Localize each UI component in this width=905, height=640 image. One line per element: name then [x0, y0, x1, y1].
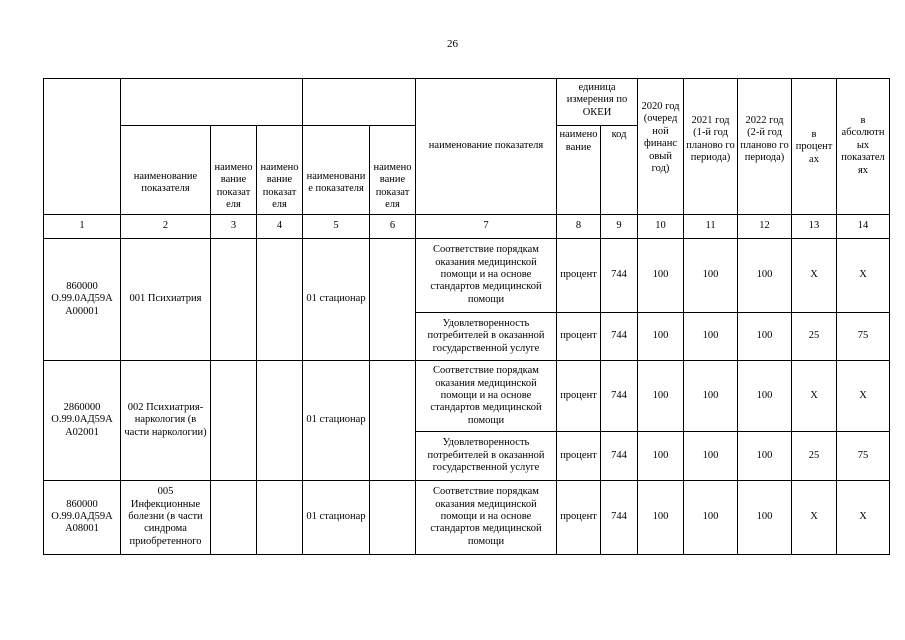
empty-cell	[211, 480, 257, 554]
column-number: 12	[738, 214, 792, 238]
value-2022: 100	[738, 361, 792, 432]
service-name: 002 Психиатрия-наркология (в части наркологии)	[121, 361, 211, 480]
okei-code: 744	[601, 361, 638, 432]
header-code-empty	[44, 79, 121, 215]
deviation-absolute: 75	[837, 432, 890, 480]
deviation-percent: X	[792, 238, 837, 312]
value-2021: 100	[684, 312, 738, 360]
header-col2: наименование показателя	[121, 126, 211, 214]
value-2022: 100	[738, 432, 792, 480]
empty-cell	[257, 480, 303, 554]
okei-code: 744	[601, 238, 638, 312]
value-2021: 100	[684, 480, 738, 554]
indicator-name: Соответствие порядкам оказания медицинской помощи и на основе стандартов медицинской помощи	[416, 480, 557, 554]
header-col4: наимено вание показат еля	[257, 126, 303, 214]
column-number: 5	[303, 214, 370, 238]
header-unit-group: единица измерения по ОКЕИ	[557, 79, 638, 126]
empty-cell	[370, 238, 416, 360]
header-col6: наимено вание показат еля	[370, 126, 416, 214]
empty-cell	[370, 480, 416, 554]
column-number: 9	[601, 214, 638, 238]
header-condition-group	[303, 79, 416, 126]
value-2022: 100	[738, 480, 792, 554]
column-number-row	[44, 214, 890, 238]
page-number: 26	[447, 38, 458, 50]
header-col5: наименовани е показателя	[303, 126, 370, 214]
condition-name: 01 стационар	[303, 480, 370, 554]
header-service-group	[121, 79, 303, 126]
unit-name: процент	[557, 432, 601, 480]
empty-cell	[370, 361, 416, 480]
value-2022: 100	[738, 312, 792, 360]
indicators-table	[43, 78, 890, 555]
column-number: 4	[257, 214, 303, 238]
deviation-absolute: X	[837, 480, 890, 554]
service-name: 005 Инфекционные болезни (в части синдрома приобретенного	[121, 480, 211, 554]
value-2022: 100	[738, 238, 792, 312]
empty-cell	[257, 238, 303, 360]
value-2020: 100	[638, 238, 684, 312]
empty-cell	[211, 238, 257, 360]
okei-code: 744	[601, 432, 638, 480]
header-percent: в процент ах	[792, 79, 837, 215]
header-unit-name: наимено вание	[557, 126, 601, 214]
column-number: 10	[638, 214, 684, 238]
deviation-absolute: X	[837, 238, 890, 312]
deviation-absolute: X	[837, 361, 890, 432]
indicator-name: Удовлетворенность потребителей в оказанной государственной услуге	[416, 432, 557, 480]
value-2021: 100	[684, 238, 738, 312]
value-2020: 100	[638, 432, 684, 480]
empty-cell	[257, 361, 303, 480]
unit-name: процент	[557, 312, 601, 360]
deviation-percent: 25	[792, 312, 837, 360]
header-unit-code: код	[601, 126, 638, 214]
header-absolute: в абсолютн ых показател ях	[837, 79, 890, 215]
header-indicator-name: наименование показателя	[416, 79, 557, 215]
empty-cell	[211, 361, 257, 480]
column-number: 2	[121, 214, 211, 238]
value-2021: 100	[684, 361, 738, 432]
column-number: 1	[44, 214, 121, 238]
okei-code: 744	[601, 480, 638, 554]
indicator-name: Соответствие порядкам оказания медицинской помощи и на основе стандартов медицинской помощи	[416, 361, 557, 432]
condition-name: 01 стационар	[303, 238, 370, 360]
column-number: 13	[792, 214, 837, 238]
header-year-2020: 2020 год (очеред ной финанс овый год)	[638, 79, 684, 215]
column-number: 11	[684, 214, 738, 238]
column-number: 14	[837, 214, 890, 238]
column-number: 8	[557, 214, 601, 238]
unit-name: процент	[557, 238, 601, 312]
indicator-name: Соответствие порядкам оказания медицинской помощи и на основе стандартов медицинской помощи	[416, 238, 557, 312]
registry-code: 860000 О.99.0АД59А А00001	[44, 238, 121, 360]
column-number: 7	[416, 214, 557, 238]
header-col3: наимено вание показат еля	[211, 126, 257, 214]
table-row	[44, 361, 890, 432]
table-row	[44, 238, 890, 312]
column-number: 6	[370, 214, 416, 238]
deviation-absolute: 75	[837, 312, 890, 360]
indicator-name: Удовлетворенность потребителей в оказанной государственной услуге	[416, 312, 557, 360]
deviation-percent: X	[792, 361, 837, 432]
value-2021: 100	[684, 432, 738, 480]
registry-code: 860000 О.99.0АД59А А08001	[44, 480, 121, 554]
table-row	[44, 480, 890, 554]
value-2020: 100	[638, 480, 684, 554]
deviation-percent: X	[792, 480, 837, 554]
okei-code: 744	[601, 312, 638, 360]
value-2020: 100	[638, 312, 684, 360]
value-2020: 100	[638, 361, 684, 432]
deviation-percent: 25	[792, 432, 837, 480]
header-year-2021: 2021 год (1-й год планово го периода)	[684, 79, 738, 215]
unit-name: процент	[557, 361, 601, 432]
header-year-2022: 2022 год (2-й год планово го периода)	[738, 79, 792, 215]
registry-code: 2860000 О.99.0АД59А А02001	[44, 361, 121, 480]
unit-name: процент	[557, 480, 601, 554]
service-name: 001 Психиатрия	[121, 238, 211, 360]
column-number: 3	[211, 214, 257, 238]
condition-name: 01 стационар	[303, 361, 370, 480]
